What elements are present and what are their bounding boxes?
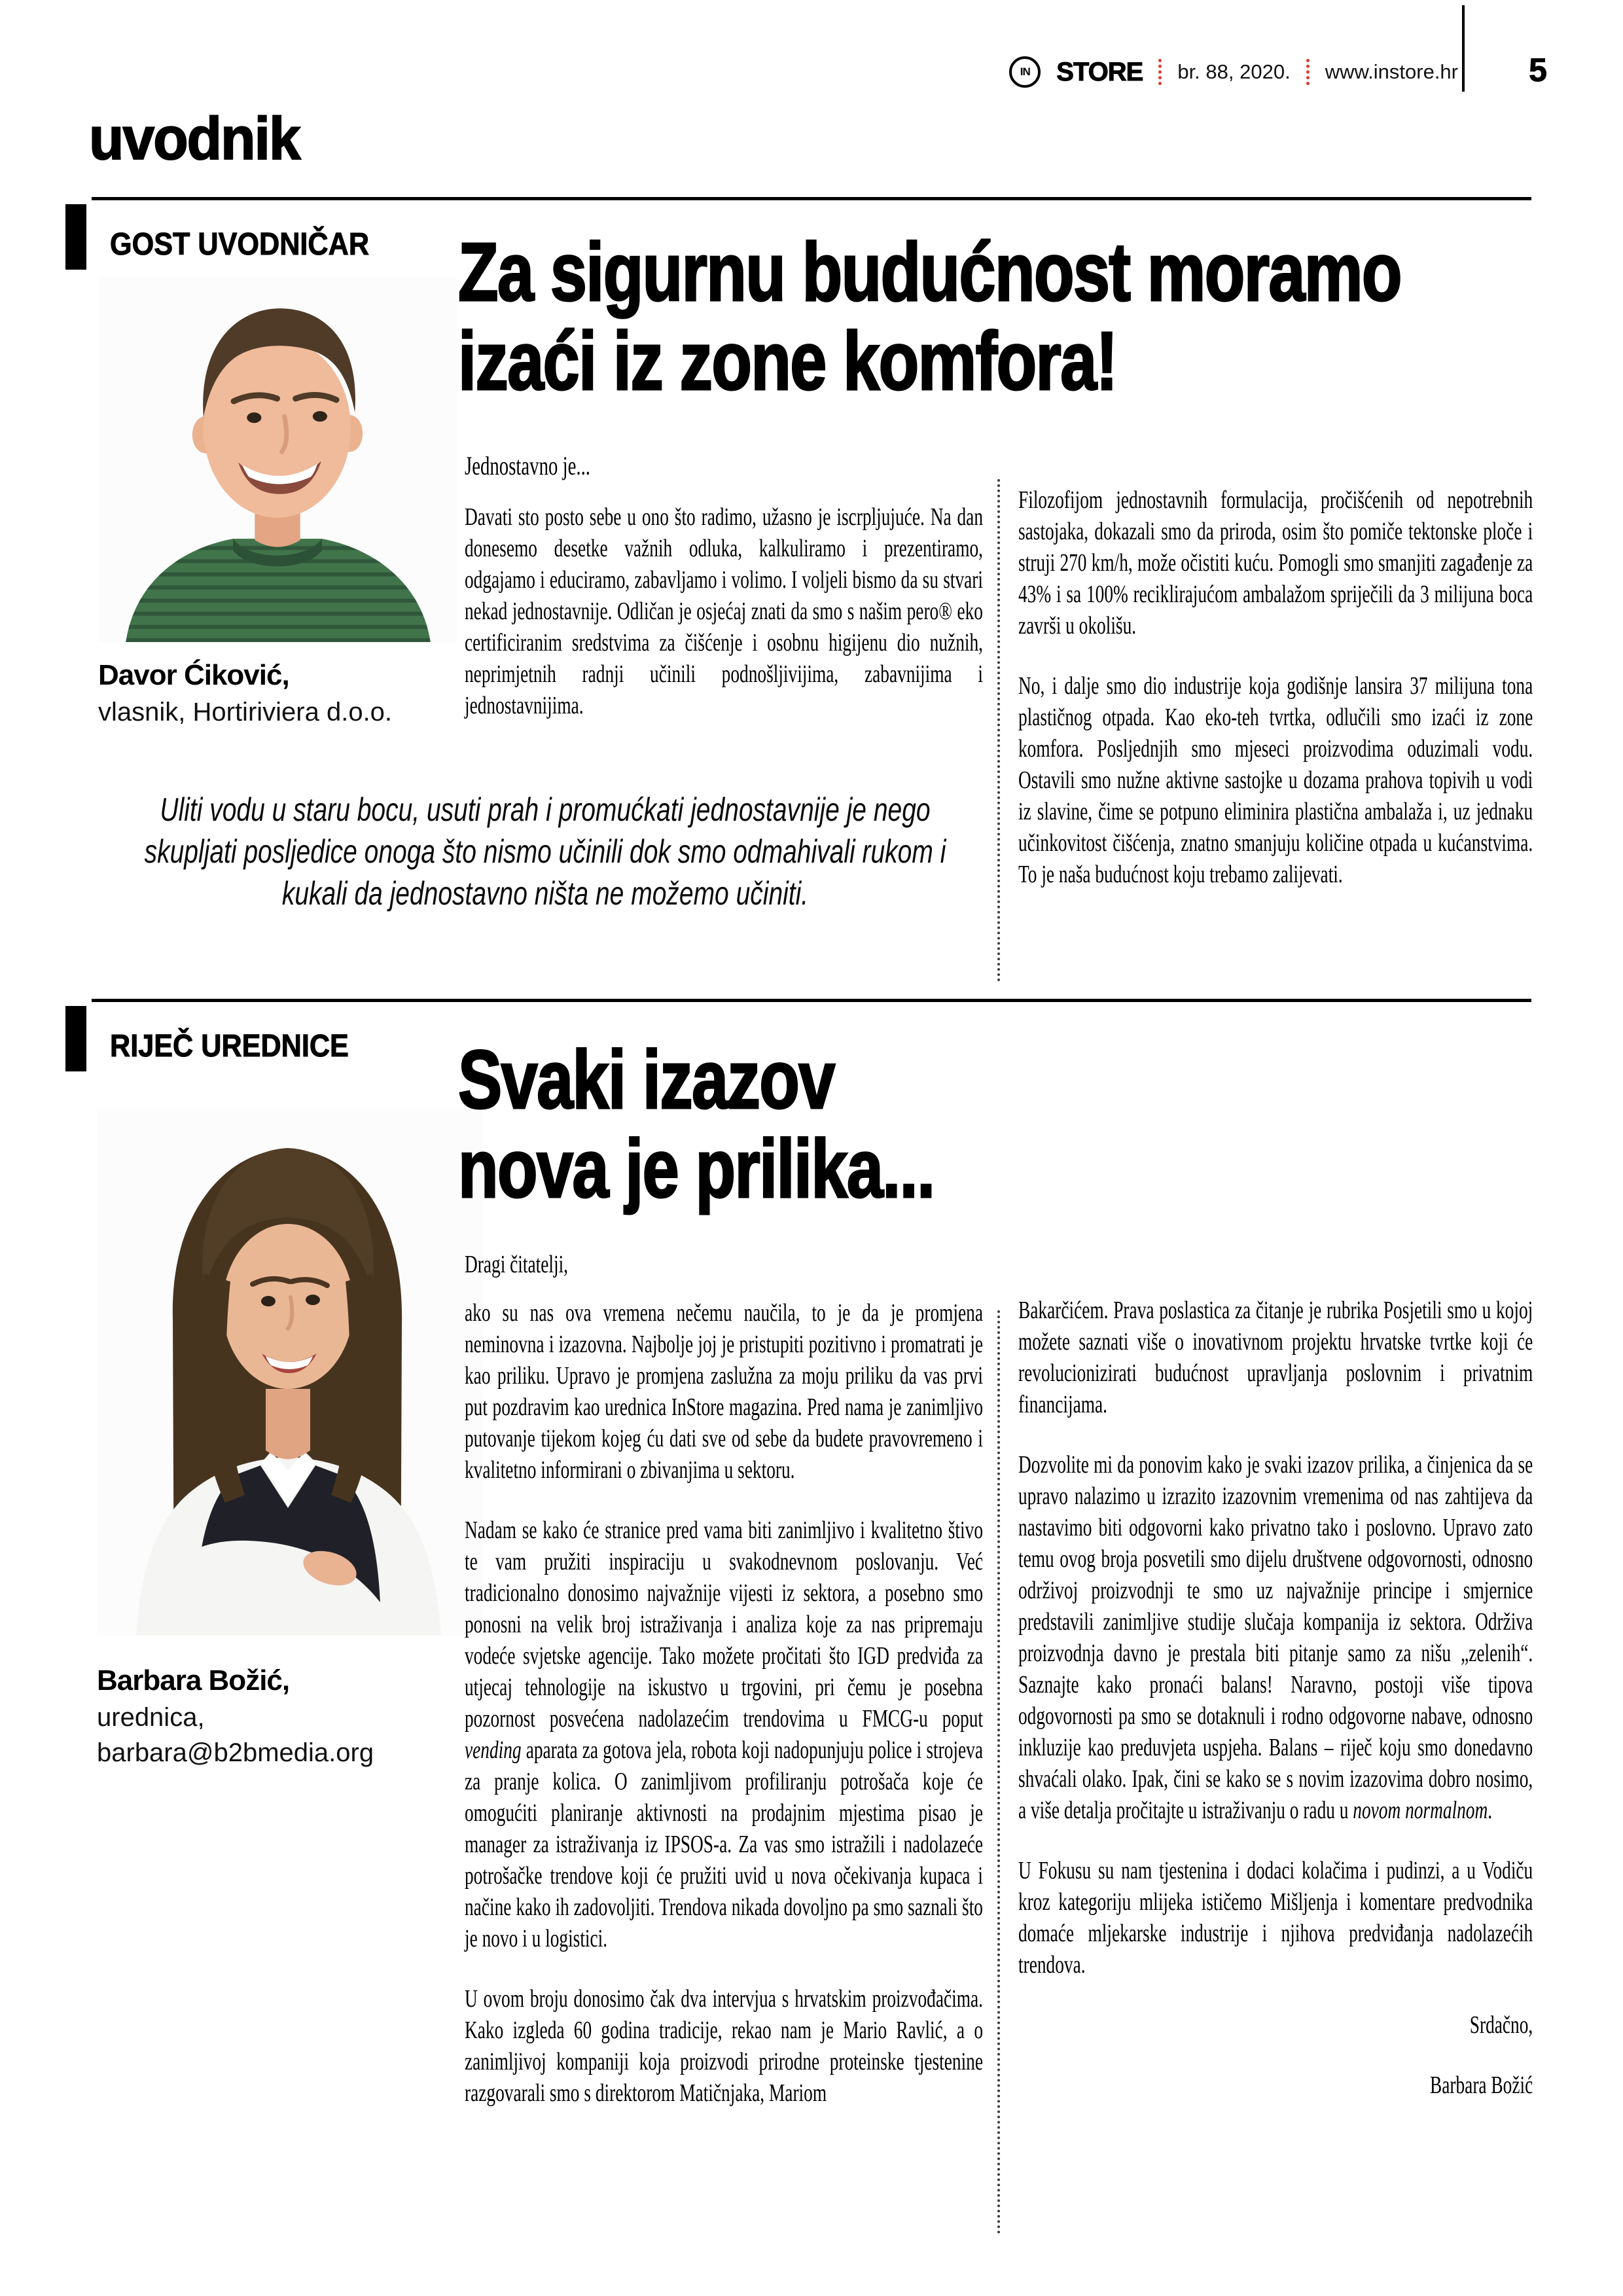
italic-term: vending <box>465 1736 522 1764</box>
portrait-barbara-photo <box>97 1109 483 1636</box>
issue-number: br. 88, 2020. <box>1177 60 1291 83</box>
editor-salutation: Dragi čitatelji, <box>465 1251 569 1278</box>
masthead-divider-line <box>1462 5 1465 92</box>
column-divider-dotted <box>997 479 1000 982</box>
guest-paragraph: Davati sto posto sebe u ono što radimo, užasno je iscrpljujuće. Na dan donesemo desetke važnih odluka, kalkuliramo i prezentiramo, odgajamo i educiramo, zabavljamo i volimo. I voljeli bismo da su stvari nekad jednostavnije. Odličan je osjećaj znati da smo s našim pero® eko certificiranim sredstvima za čišćenje i osobnu higijenu dio nužnih, neprimjetnih radnji učinili podnošljivijima, zabavnijima i jednostavnijima. <box>465 503 983 719</box>
editor-photo-caption <box>97 1661 374 1770</box>
guest-paragraph: No, i dalje smo dio industrije koja godišnje lansira 37 milijuna tona plastičnog otpada. Kao eko-teh tvrtka, odlučili smo izaći iz zone komfora. Posljednjih smo mjeseci proizvodima oduzimali vodu. Ostavili smo nužne aktivne sastojke u dozama prahova topivih u vodi iz slavine, čime se potpuno eliminira plastična ambalaža i, uz jednaku učinkovitost čišćenja, znatno smanjuju količine otpada u kućanstvima. To je naša budućnost koju trebamo zalijevati. <box>1018 672 1533 888</box>
editor-author-name: Barbara Božić, <box>97 1664 290 1696</box>
pull-quote: Uliti vodu u staru bocu, usuti prah i promućkati jednostavnije je nego skupljati posljedice onoga što nismo učinili dok smo odmahivali rukom i kukali da jednostavno ništa ne možemo učiniti. <box>144 791 946 912</box>
page-number: 5 <box>1529 52 1547 88</box>
editor-paragraph: Bakarčićem. Prava poslastica za čitanje je rubrika Posjetili smo u kojoj možete saznati više o inovativnom projektu hrvatske tvrtke koji će revolucionizirati budućnost upravljanja poslovnim i privatnim financijama. <box>1018 1297 1533 1418</box>
page-title: uvodnik <box>89 105 300 172</box>
editor-author-email: barbara@b2bmedia.org <box>97 1738 374 1768</box>
masthead <box>1009 56 1458 88</box>
editor-headline <box>458 1035 1558 1213</box>
kicker-bar <box>65 1006 86 1071</box>
editor-author-role: urednica, <box>97 1703 205 1732</box>
section-rule <box>92 999 1531 1002</box>
editor-headline-line2: nova je prilika... <box>458 1122 935 1215</box>
guest-lead-in: Jednostavno je... <box>465 451 590 480</box>
instore-logo-icon: IN <box>1009 56 1041 88</box>
guest-author-role: vlasnik, Hortiriviera d.o.o. <box>98 698 393 727</box>
letter-closing: Srdačno, <box>1469 2011 1533 2039</box>
section-rule <box>92 197 1531 200</box>
italic-term: novom normalnom <box>1353 1797 1488 1824</box>
guest-column-1 <box>465 450 983 721</box>
portrait-davor-photo <box>98 276 457 643</box>
kicker-bar <box>65 204 86 270</box>
editor-kicker: RIJEČ UREDNICE <box>110 1029 349 1064</box>
guest-headline-line2: izaći iz zone komfora! <box>458 315 1117 407</box>
red-dotted-separator-icon <box>1306 59 1310 85</box>
editor-column-2 <box>1018 1295 1533 2101</box>
column-divider-dotted <box>997 1310 1000 2234</box>
editor-paragraph: U ovom broju donosimo čak dva intervjua s hrvatskim proizvođačima. Kako izgleda 60 godina tradicije, rekao nam je Mario Ravlić, a o zanimljivoj kompaniji koja proizvodi prirodne proteinske tjestenine razgovarali smo s direktorom Matičnjaka, Mariom <box>465 1985 983 2107</box>
editor-paragraph: U Fokusu su nam tjestenina i dodaci kolačima i pudinzi, a u Vodiču kroz kategoriju mlijeka ističemo Mišljenja i komentare predvodnika domaće mljekarske industrije i njihova predviđanja nadolazećih trendova. <box>1018 1857 1533 1979</box>
guest-paragraph: Filozofijom jednostavnih formulacija, pročišćenih od nepotrebnih sastojaka, dokazali smo da priroda, osim što pomiče tektonske ploče i struji 270 km/h, može očistiti kuću. Pomogli smo smanjiti zagađenje za 43% i sa 100% reciklirajućom ambalažom spriječili da 3 milijuna boca završi u okolišu. <box>1018 486 1533 639</box>
guest-headline <box>458 228 1558 406</box>
editor-column-1 <box>465 1249 983 2109</box>
guest-headline-line1: Za sigurnu budućnost moramo <box>458 226 1401 318</box>
editor-paragraph: ako su nas ova vremena nečemu naučila, to je da je promjena neminovna i izazovna. Najbolje joj je pristupiti pozitivno i promatrati je kao priliku. Upravo je promjena zaslužna za moju priliku da vas prvi put pozdravim kao urednica InStore magazina. Pred nama je zanimljivo putovanje tijekom kojeg ću dati sve od sebe da budete pravovremeno i kvalitetno informirani o zbivanjima u sektoru. <box>465 1299 983 1484</box>
editor-headline-line1: Svaki izazov <box>458 1033 834 1126</box>
logo-store-wordmark: STORE <box>1056 57 1143 86</box>
guest-column-2 <box>1018 484 1533 890</box>
website-url: www.instore.hr <box>1325 60 1458 83</box>
editor-paragraph: Nadam se kako će stranice pred vama biti zanimljivo i kvalitetno štivo te vam pružiti inspiraciju u svakodnevnom poslovanju. Već tradicionalno donosimo najvažnije vijesti iz sektora, a posebno smo ponosni na velik broj istraživanja i analiza koje za nas pripremaju vodeće svjetske agencije. Tako možete pročitati što IGD predviđa za utjecaj tehnologije na iskustvo u trgovini, pri čemu je posebna pozornost posvećena nadolazećim trendovima u FMCG-u poput vending aparata za gotova jela, robota koji nadopunjuju police i strojeva za pranje kolica. O zanimljivom profiliranju potrošača koje će omogućiti planiranje aktivnosti na prodajnim mjestima pisao je manager za istraživanja iz IPSOS-a. Za vas smo istražili i nadolazeće potrošačke trendove koji će pružiti uvid u nova očekivanja kupaca i načine kako ih zadovoljiti. Trendova nikada dovoljno pa smo saznali što je novo i u logistici. <box>465 1516 983 1952</box>
guest-photo-caption <box>98 656 392 730</box>
editor-paragraph: Dozvolite mi da ponovim kako je svaki izazov prilika, a činjenica da se upravo nalazimo u izrazito izazovnim vremenima od nas zahtijeva da nastavimo biti odgovorni kako privatno tako i poslovno. Upravo zato temu ovog broja posvetili smo dijelu društvene odgovornosti, odnosno održivoj proizvodnji te smo uz najvažnije principe i smjernice predstavili zanimljive studije slučaja kompanija iz sektora. Održiva proizvodnja davno je prestala biti pitanje samo za nišu „zelenih“. Saznajte kako pronaći balans! Naravno, postoji više tipova odgovornosti pa smo se dotaknuli i rodno odgovorne nabave, odnosno inkluzije kao preduvjeta uspjeha. Balans – riječ koju smo donedavno shvaćali olako. Ipak, čini se kako se s novim izazovima dobro nosimo, a više detalja pročitajte u istraživanju o radu u novom normalnom. <box>1018 1451 1533 1824</box>
letter-signature: Barbara Božić <box>1429 2072 1533 2099</box>
red-dotted-separator-icon <box>1158 59 1162 85</box>
guest-kicker: GOST UVODNIČAR <box>110 227 370 262</box>
guest-author-name: Davor Ćiković, <box>98 659 289 691</box>
